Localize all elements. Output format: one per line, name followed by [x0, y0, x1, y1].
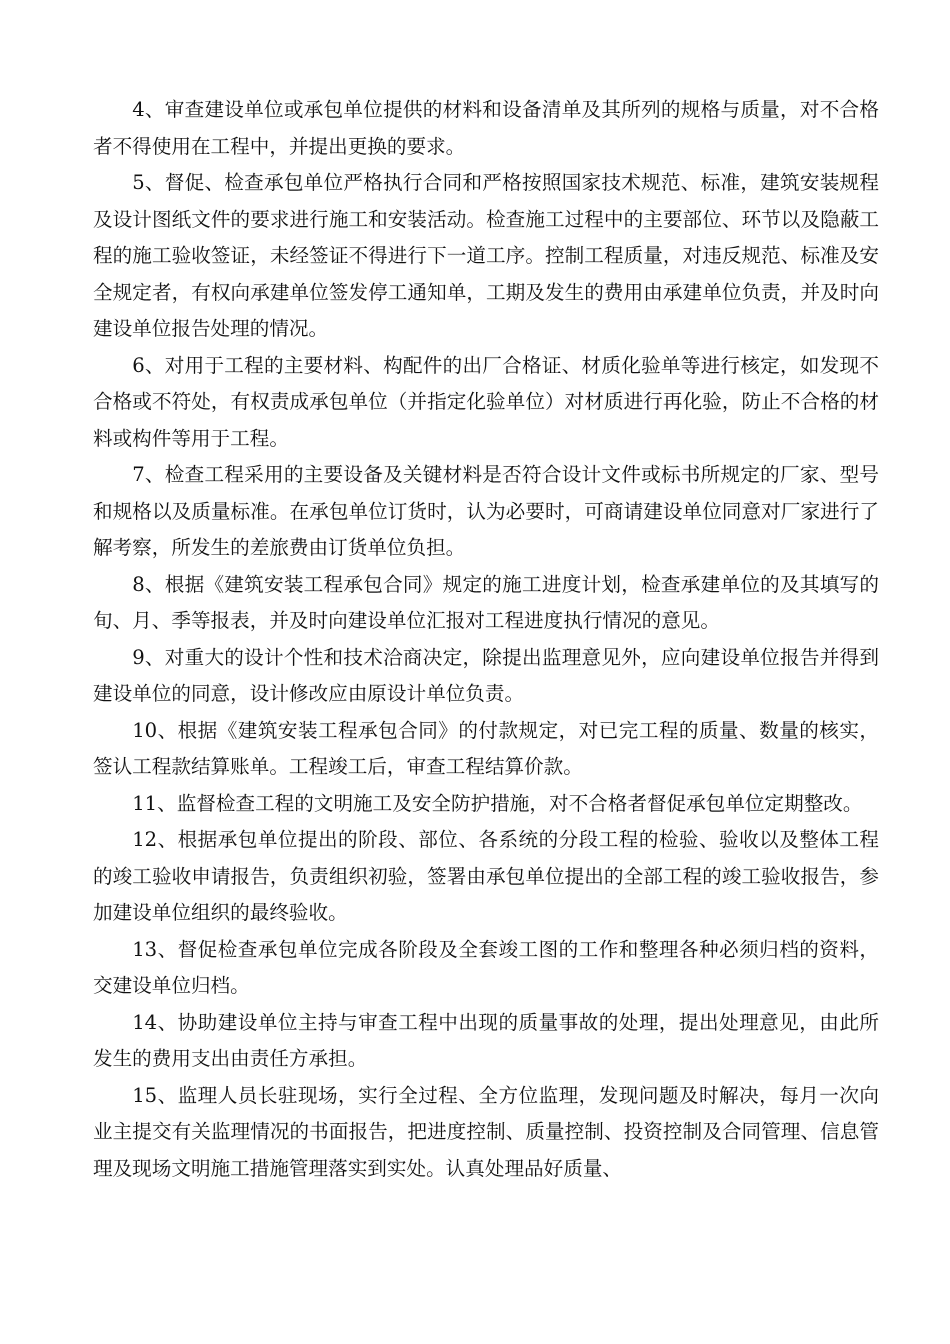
paragraph-item-8: 8、根据《建筑安装工程承包合同》规定的施工进度计划，检查承建单位的及其填写的旬、月、季等报表，并及时向建设单位汇报对工程进度执行情况的意见。: [93, 572, 879, 632]
paragraph-item-15: 15、监理人员长驻现场，实行全过程、全方位监理，发现问题及时解决，每月一次向业主提交有关监理情况的书面报告，把进度控制、质量控制、投资控制及合同管理、信息管理及现场文明施工措施管理落实到实处。认真处理品好质量、: [93, 1083, 879, 1180]
paragraph-item-6: 6、对用于工程的主要材料、构配件的出厂合格证、材质化验单等进行核定，如发现不合格或不符处，有权责成承包单位（并指定化验单位）对材质进行再化验，防止不合格的材料或构件等用于工程。: [93, 353, 879, 450]
paragraph-item-7: 7、检查工程采用的主要设备及关键材料是否符合设计文件或标书所规定的厂家、型号和规格以及质量标准。在承包单位订货时，认为必要时，可商请建设单位同意对厂家进行了解考察，所发生的差旅费由订货单位负担。: [93, 463, 879, 559]
paragraph-item-11: 11、监督检查工程的文明施工及安全防护措施，对不合格者督促承包单位定期整改。: [132, 791, 863, 815]
paragraph-item-13: 13、督促检查承包单位完成各阶段及全套竣工图的工作和整理各种必须归档的资料，交建设单位归档。: [93, 937, 879, 997]
paragraph-item-9: 9、对重大的设计个性和技术洽商决定，除提出监理意见外，应向建设单位报告并得到建设单位的同意，设计修改应由原设计单位负责。: [93, 645, 879, 705]
paragraph-item-12: 12、根据承包单位提出的阶段、部位、各系统的分段工程的检验、验收以及整体工程的竣工验收申请报告，负责组织初验，签署由承包单位提出的全部工程的竣工验收报告，参加建设单位组织的最终验收。: [93, 828, 879, 924]
paragraph-item-10: 10、根据《建筑安装工程承包合同》的付款规定，对已完工程的质量、数量的核实，签认工程款结算账单。工程竣工后，审查工程结算价款。: [93, 718, 879, 778]
paragraph-item-5: 5、督促、检查承包单位严格执行合同和严格按照国家技术规范、标准，建筑安装规程及设计图纸文件的要求进行施工和安装活动。检查施工过程中的主要部位、环节以及隐蔽工程的施工验收签证，未经签证不得进行下一道工序。控制工程质量，对违反规范、标准及安全规定者，有权向承建单位签发停工通知单，工期及发生的费用由承建单位负责，并及时向建设单位报告处理的情况。: [93, 171, 879, 340]
paragraph-item-14: 14、协助建设单位主持与审查工程中出现的质量事故的处理，提出处理意见，由此所发生的费用支出由责任方承担。: [93, 1010, 879, 1070]
document-body: [93, 92, 879, 1187]
paragraph-item-4: 4、审查建设单位或承包单位提供的材料和设备清单及其所列的规格与质量，对不合格者不得使用在工程中，并提出更换的要求。: [93, 98, 879, 158]
